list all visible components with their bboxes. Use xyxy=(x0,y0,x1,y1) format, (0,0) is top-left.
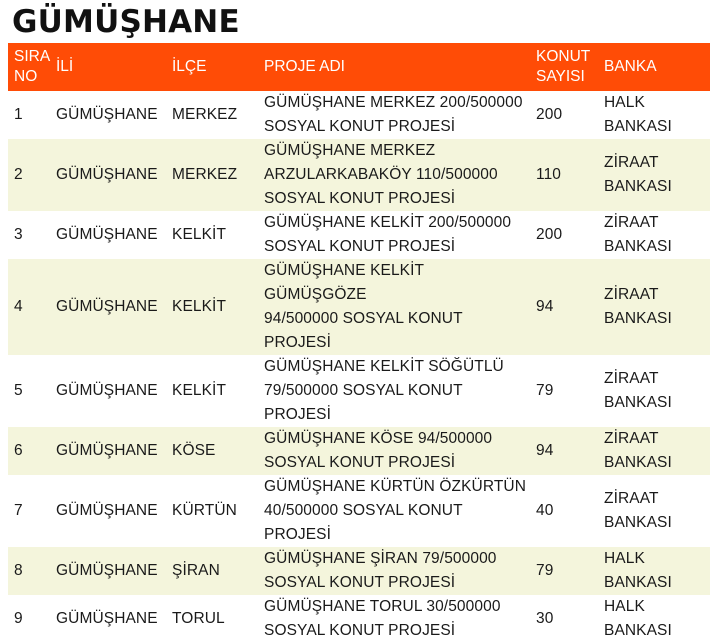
cell-il: GÜMÜŞHANE xyxy=(56,106,158,123)
cell-banka-line: BANKASI xyxy=(604,394,672,411)
table-row xyxy=(8,475,710,547)
cell-banka-line: ZİRAAT xyxy=(604,154,659,171)
cell-proje-adi-line: GÜMÜŞHANE ŞİRAN 79/500000 xyxy=(264,550,497,567)
cell-banka xyxy=(598,259,710,355)
cell-il: GÜMÜŞHANE xyxy=(56,562,158,579)
cell-sira-no: 5 xyxy=(14,382,23,399)
cell-banka-line: ZİRAAT xyxy=(604,214,659,231)
cell-banka-line: BANKASI xyxy=(604,238,672,255)
cell-proje-adi-line: GÜMÜŞHANE KELKİT GÜMÜŞGÖZE xyxy=(264,262,424,303)
cell-banka xyxy=(598,211,710,259)
header-row xyxy=(8,43,710,91)
cell-konut-sayisi: 30 xyxy=(536,610,554,627)
cell-banka-line: ZİRAAT xyxy=(604,490,659,507)
cell-proje-adi xyxy=(258,259,530,355)
header-sira-no-line1: SIRA xyxy=(14,48,51,65)
cell-il: GÜMÜŞHANE xyxy=(56,502,158,519)
cell-banka-line: HALK xyxy=(604,550,645,567)
cell-proje-adi xyxy=(258,547,530,595)
cell-il: GÜMÜŞHANE xyxy=(56,298,158,315)
cell-banka-line: HALK xyxy=(604,598,645,615)
cell-banka-line: BANKASI xyxy=(604,118,672,135)
table-row xyxy=(8,259,710,355)
header-konut-line1: KONUT xyxy=(536,48,591,65)
cell-konut-sayisi: 40 xyxy=(536,502,554,519)
cell-banka-line: ZİRAAT xyxy=(604,370,659,387)
header-ilce: İLÇE xyxy=(172,58,207,75)
cell-proje-adi-line: GÜMÜŞHANE TORUL 30/500000 xyxy=(264,598,501,615)
page-title: GÜMÜŞHANE xyxy=(12,4,240,40)
cell-proje-adi-line: PROJESİ xyxy=(264,526,332,543)
cell-proje-adi-line: GÜMÜŞHANE KELKİT 200/500000 xyxy=(264,214,512,231)
cell-banka xyxy=(598,427,710,475)
cell-proje-adi-line: GÜMÜŞHANE KÖSE 94/500000 xyxy=(264,430,493,447)
cell-konut-sayisi: 200 xyxy=(536,106,563,123)
cell-banka xyxy=(598,547,710,595)
cell-ilce: MERKEZ xyxy=(172,106,238,123)
header-konut-sayisi xyxy=(530,43,598,91)
cell-proje-adi xyxy=(258,595,530,643)
cell-banka-line: BANKASI xyxy=(604,574,672,591)
cell-sira-no: 2 xyxy=(14,166,23,183)
cell-konut-sayisi: 79 xyxy=(536,382,554,399)
cell-proje-adi-line: PROJESİ xyxy=(264,334,332,351)
cell-proje-adi xyxy=(258,91,530,139)
cell-proje-adi-line: GÜMÜŞHANE MERKEZ xyxy=(264,142,436,159)
cell-sira-no: 1 xyxy=(14,106,23,123)
cell-sira-no: 3 xyxy=(14,226,23,243)
cell-banka-line: ZİRAAT xyxy=(604,430,659,447)
cell-ilce: KELKİT xyxy=(172,382,227,399)
table-row xyxy=(8,355,710,427)
table-row xyxy=(8,595,710,643)
cell-proje-adi-line: 40/500000 SOSYAL KONUT xyxy=(264,502,463,519)
header-sira-no-line2: NO xyxy=(14,68,38,85)
cell-konut-sayisi: 94 xyxy=(536,298,554,315)
cell-sira-no: 7 xyxy=(14,502,23,519)
table-row xyxy=(8,547,710,595)
cell-proje-adi xyxy=(258,355,530,427)
cell-sira-no: 8 xyxy=(14,562,23,579)
table-row xyxy=(8,211,710,259)
cell-banka-line: ZİRAAT xyxy=(604,286,659,303)
cell-proje-adi-line: GÜMÜŞHANE KELKİT SÖĞÜTLÜ xyxy=(264,358,504,375)
cell-proje-adi-line: SOSYAL KONUT PROJESİ xyxy=(264,238,456,255)
header-il: İLİ xyxy=(56,58,74,75)
header-sira-no xyxy=(8,43,50,91)
cell-il: GÜMÜŞHANE xyxy=(56,610,158,627)
cell-banka-line: BANKASI xyxy=(604,310,672,327)
table-body xyxy=(8,91,710,643)
cell-proje-adi-line: 94/500000 SOSYAL KONUT xyxy=(264,310,463,327)
cell-ilce: TORUL xyxy=(172,610,225,627)
cell-konut-sayisi: 94 xyxy=(536,442,554,459)
cell-sira-no: 6 xyxy=(14,442,23,459)
cell-proje-adi-line: 79/500000 SOSYAL KONUT PROJESİ xyxy=(264,382,463,423)
cell-proje-adi-line: SOSYAL KONUT PROJESİ xyxy=(264,190,456,207)
cell-banka-line: HALK xyxy=(604,94,645,111)
cell-ilce: KÜRTÜN xyxy=(172,502,237,519)
cell-il: GÜMÜŞHANE xyxy=(56,382,158,399)
cell-proje-adi xyxy=(258,139,530,211)
cell-proje-adi-line: SOSYAL KONUT PROJESİ xyxy=(264,622,456,639)
cell-proje-adi xyxy=(258,475,530,547)
cell-il: GÜMÜŞHANE xyxy=(56,442,158,459)
header-banka: BANKA xyxy=(604,58,657,75)
cell-ilce: MERKEZ xyxy=(172,166,238,183)
cell-proje-adi-line: GÜMÜŞHANE KÜRTÜN ÖZKÜRTÜN xyxy=(264,478,526,495)
cell-banka-line: BANKASI xyxy=(604,514,672,531)
cell-sira-no: 9 xyxy=(14,610,23,627)
cell-ilce: KÖSE xyxy=(172,442,216,459)
cell-proje-adi-line: SOSYAL KONUT PROJESİ xyxy=(264,118,456,135)
cell-proje-adi-line: GÜMÜŞHANE MERKEZ 200/500000 xyxy=(264,94,523,111)
cell-banka xyxy=(598,139,710,211)
header-konut-line2: SAYISI xyxy=(536,68,585,85)
table-header xyxy=(8,43,710,91)
cell-proje-adi-line: SOSYAL KONUT PROJESİ xyxy=(264,574,456,591)
cell-konut-sayisi: 200 xyxy=(536,226,563,243)
projects-table xyxy=(8,43,710,643)
cell-il: GÜMÜŞHANE xyxy=(56,166,158,183)
cell-banka xyxy=(598,355,710,427)
cell-proje-adi-line: ARZULARKABAKÖY 110/500000 xyxy=(264,166,498,183)
cell-ilce: KELKİT xyxy=(172,226,227,243)
cell-banka-line: BANKASI xyxy=(604,178,672,195)
cell-proje-adi-line: SOSYAL KONUT PROJESİ xyxy=(264,454,456,471)
cell-banka xyxy=(598,91,710,139)
cell-konut-sayisi: 110 xyxy=(536,166,562,183)
cell-konut-sayisi: 79 xyxy=(536,562,554,579)
cell-banka-line: BANKASI xyxy=(604,454,672,471)
cell-proje-adi xyxy=(258,427,530,475)
cell-proje-adi xyxy=(258,211,530,259)
cell-banka xyxy=(598,475,710,547)
table-row xyxy=(8,91,710,139)
cell-sira-no: 4 xyxy=(14,298,23,315)
cell-banka xyxy=(598,595,710,643)
header-proje-adi: PROJE ADI xyxy=(264,58,345,75)
cell-ilce: ŞİRAN xyxy=(172,562,220,579)
table-row xyxy=(8,139,710,211)
cell-ilce: KELKİT xyxy=(172,298,227,315)
cell-banka-line: BANKASI xyxy=(604,622,672,639)
cell-il: GÜMÜŞHANE xyxy=(56,226,158,243)
table-row xyxy=(8,427,710,475)
